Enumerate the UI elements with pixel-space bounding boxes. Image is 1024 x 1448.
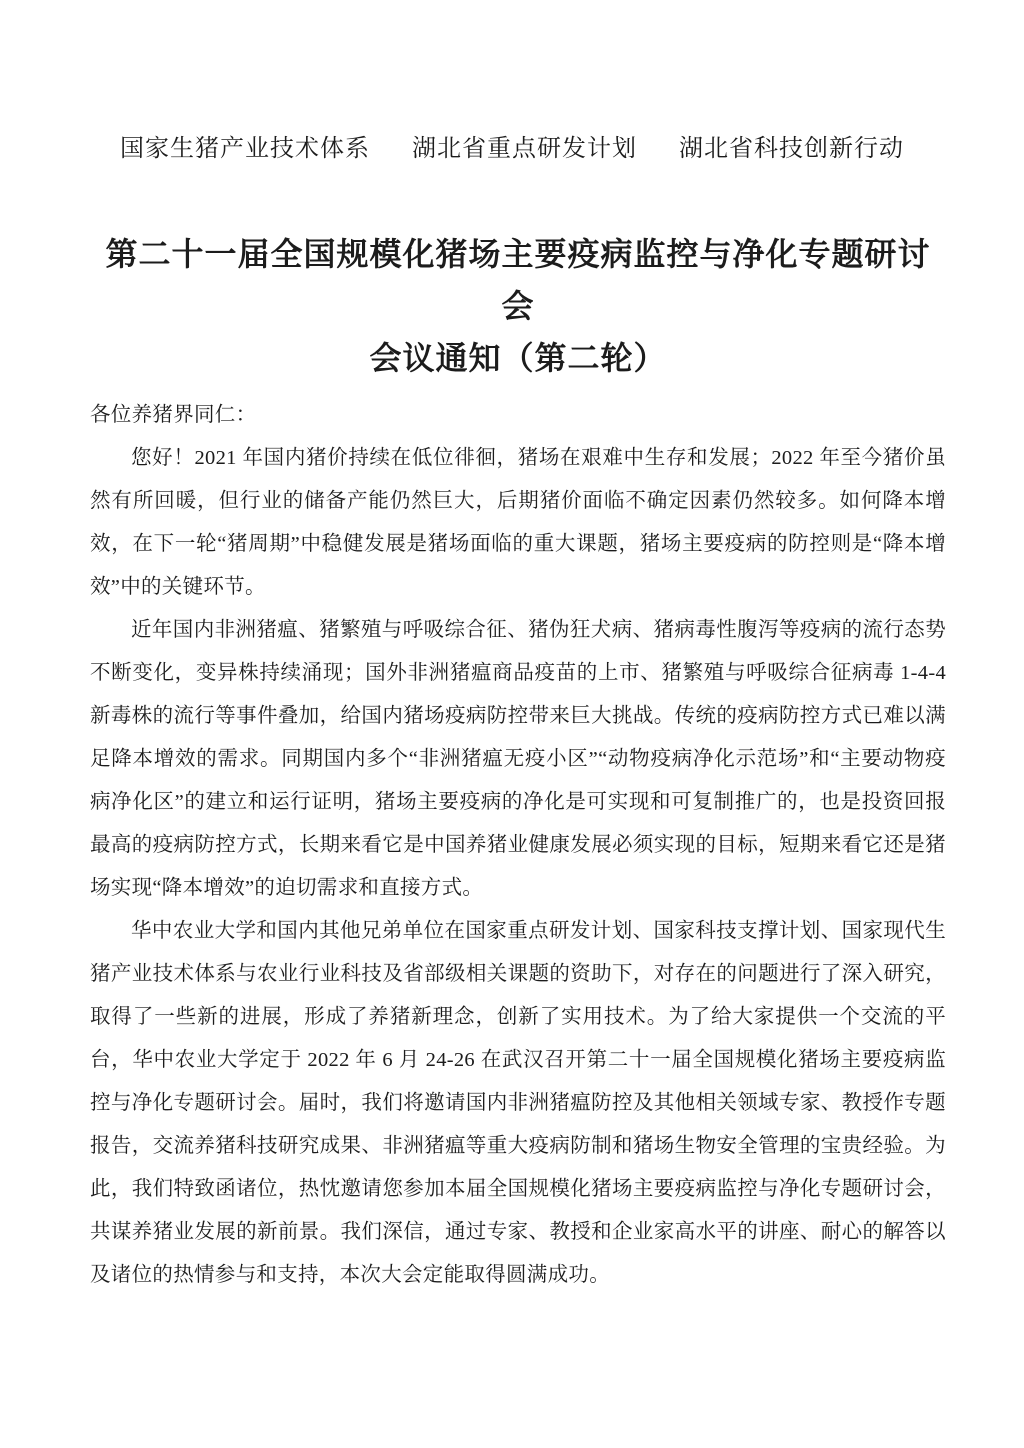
- body-paragraph-2: 近年国内非洲猪瘟、猪繁殖与呼吸综合征、猪伪狂犬病、猪病毒性腹泻等疫病的流行态势不断变化，变异株持续涌现；国外非洲猪瘟商品疫苗的上市、猪繁殖与呼吸综合征病毒 1-4-4 新毒株的流行等事件叠加，给国内猪场疫病防控带来巨大挑战。传统的疫病防控方式已难以满足降本增效的需求。同期国内多个“非洲猪瘟无疫小区”“动物疫病净化示范场”和“主要动物疫病净化区”的建立和运行证明，猪场主要疫病的净化是可实现和可复制推广的，也是投资回报最高的疫病防控方式，长期来看它是中国养猪业健康发展必须实现的目标，短期来看它还是猪场实现“降本增效”的迫切需求和直接方式。: [90, 619, 946, 899]
- program-label-hubei-innovation: 湖北省科技创新行动: [679, 136, 904, 162]
- document-title: [90, 228, 946, 384]
- notice-subtitle-line: 会议通知（第二轮）: [369, 340, 667, 376]
- document-body: [90, 394, 946, 1297]
- body-paragraph-3: 华中农业大学和国内其他兄弟单位在国家重点研发计划、国家科技支撑计划、国家现代生猪产业技术体系与农业行业科技及省部级相关课题的资助下，对存在的问题进行了深入研究，取得了一些新的进展，形成了养猪新理念，创新了实用技术。为了给大家提供一个交流的平台，华中农业大学定于 2022 年 6 月 24-26 在武汉召开第二十一届全国规模化猪场主要疫病监控与净化专题研讨会。届时，我们将邀请国内非洲猪瘟防控及其他相关领域专家、教授作专题报告，交流养猪科技研究成果、非洲猪瘟等重大疫病防制和猪场生物安全管理的宝贵经验。为此，我们特致函诸位，热忱邀请您参加本届全国规模化猪场主要疫病监控与净化专题研讨会，共谋养猪业发展的新前景。我们深信，通过专家、教授和企业家高水平的讲座、耐心的解答以及诸位的热情参与和支持，本次大会定能取得圆满成功。: [90, 920, 946, 1286]
- program-label-hubei-rd-plan: 湖北省重点研发计划: [412, 136, 637, 162]
- body-paragraph-1: 您好！2021 年国内猪价持续在低位徘徊，猪场在艰难中生存和发展；2022 年至今猪价虽然有所回暖，但行业的储备产能仍然巨大，后期猪价面临不确定因素仍然较多。如何降本增效，在下一轮“猪周期”中稳健发展是猪场面临的重大课题，猪场主要疫病的防控则是“降本增效”中的关键环节。: [90, 447, 946, 598]
- conference-title-line: 第二十一届全国规模化猪场主要疫病监控与净化专题研讨会: [105, 236, 931, 324]
- salutation: 各位养猪界同仁：: [90, 404, 257, 426]
- program-label-national-pig-system: 国家生猪产业技术体系: [120, 136, 370, 162]
- program-labels: [0, 0, 1024, 164]
